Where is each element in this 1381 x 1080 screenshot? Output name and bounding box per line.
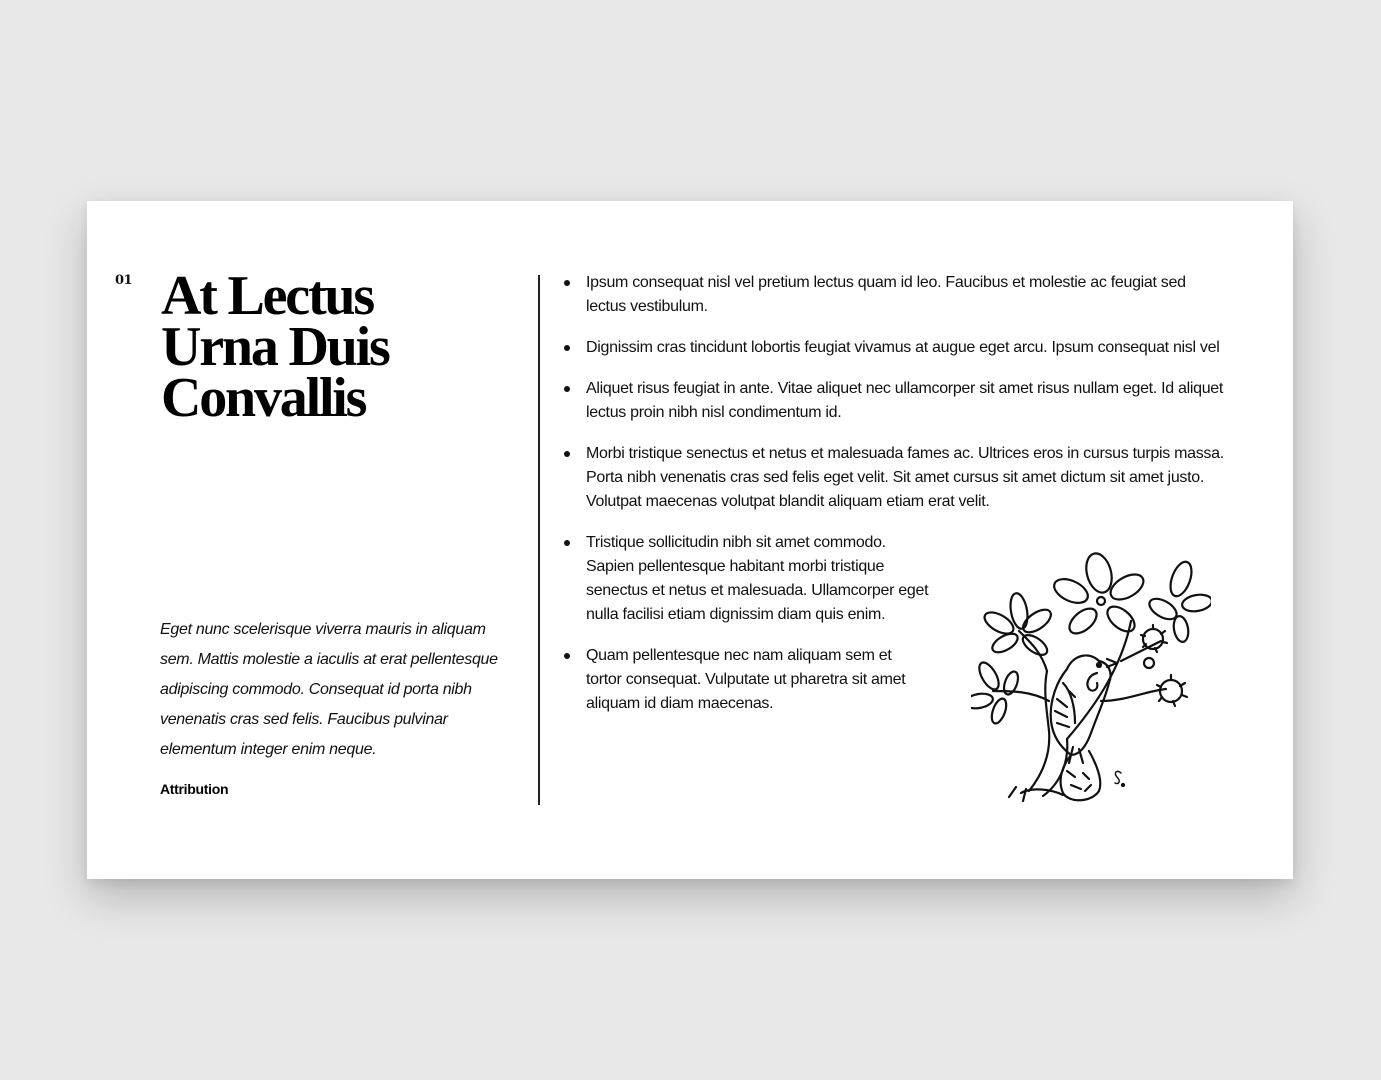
slide-title [161,265,541,429]
title-line: Urna Duis [161,316,389,378]
vertical-divider [538,275,540,805]
slide-number: 01 [115,273,133,288]
bird-on-flowering-branch-illustration [971,551,1211,806]
pull-quote: Eget nunc scelerisque viverra mauris in aliquam sem. Mattis molestie a iaculis at erat pellentesque adipiscing commodo. Consequat id porta nibh venenatis cras sed felis. Faucibus pulvinar elementum integer enim neque. [160,621,498,758]
title-line: Convallis [161,367,366,429]
slide-card [87,201,1293,879]
bullet-item: Ipsum consequat nisl vel pretium lectus quam id leo. Faucibus et molestie ac feugiat sed lectus vestibulum. [564,271,1224,319]
title-line: At Lectus [161,265,373,327]
bullet-item: Dignissim cras tincidunt lobortis feugiat vivamus at augue eget arcu. Ipsum consequat nisl vel [564,336,1224,360]
bullet-item: Aliquet risus feugiat in ante. Vitae aliquet nec ullamcorper sit amet risus nullam eget. Id aliquet lectus proin nibh nisl condimentum id. [564,377,1224,425]
bullet-item: Tristique sollicitudin nibh sit amet commodo. Sapien pellentesque habitant morbi tristique senectus et netus et malesuada. Ullamcorper eget nulla facilisi etiam dignissim diam quis enim. [564,531,931,627]
bullet-item: Quam pellentesque nec nam aliquam sem et tortor consequat. Vulputate ut pharetra sit amet aliquam id diam maecenas. [564,644,931,716]
bullet-item: Morbi tristique senectus et netus et malesuada fames ac. Ultrices eros in cursus turpis massa. Porta nibh venenatis cras sed felis eget velit. Sit amet cursus sit amet dictum sit amet justo. Volutpat maecenas volutpat blandit aliquam etiam erat velit. [564,442,1224,514]
quote-attribution: Attribution [160,781,229,797]
